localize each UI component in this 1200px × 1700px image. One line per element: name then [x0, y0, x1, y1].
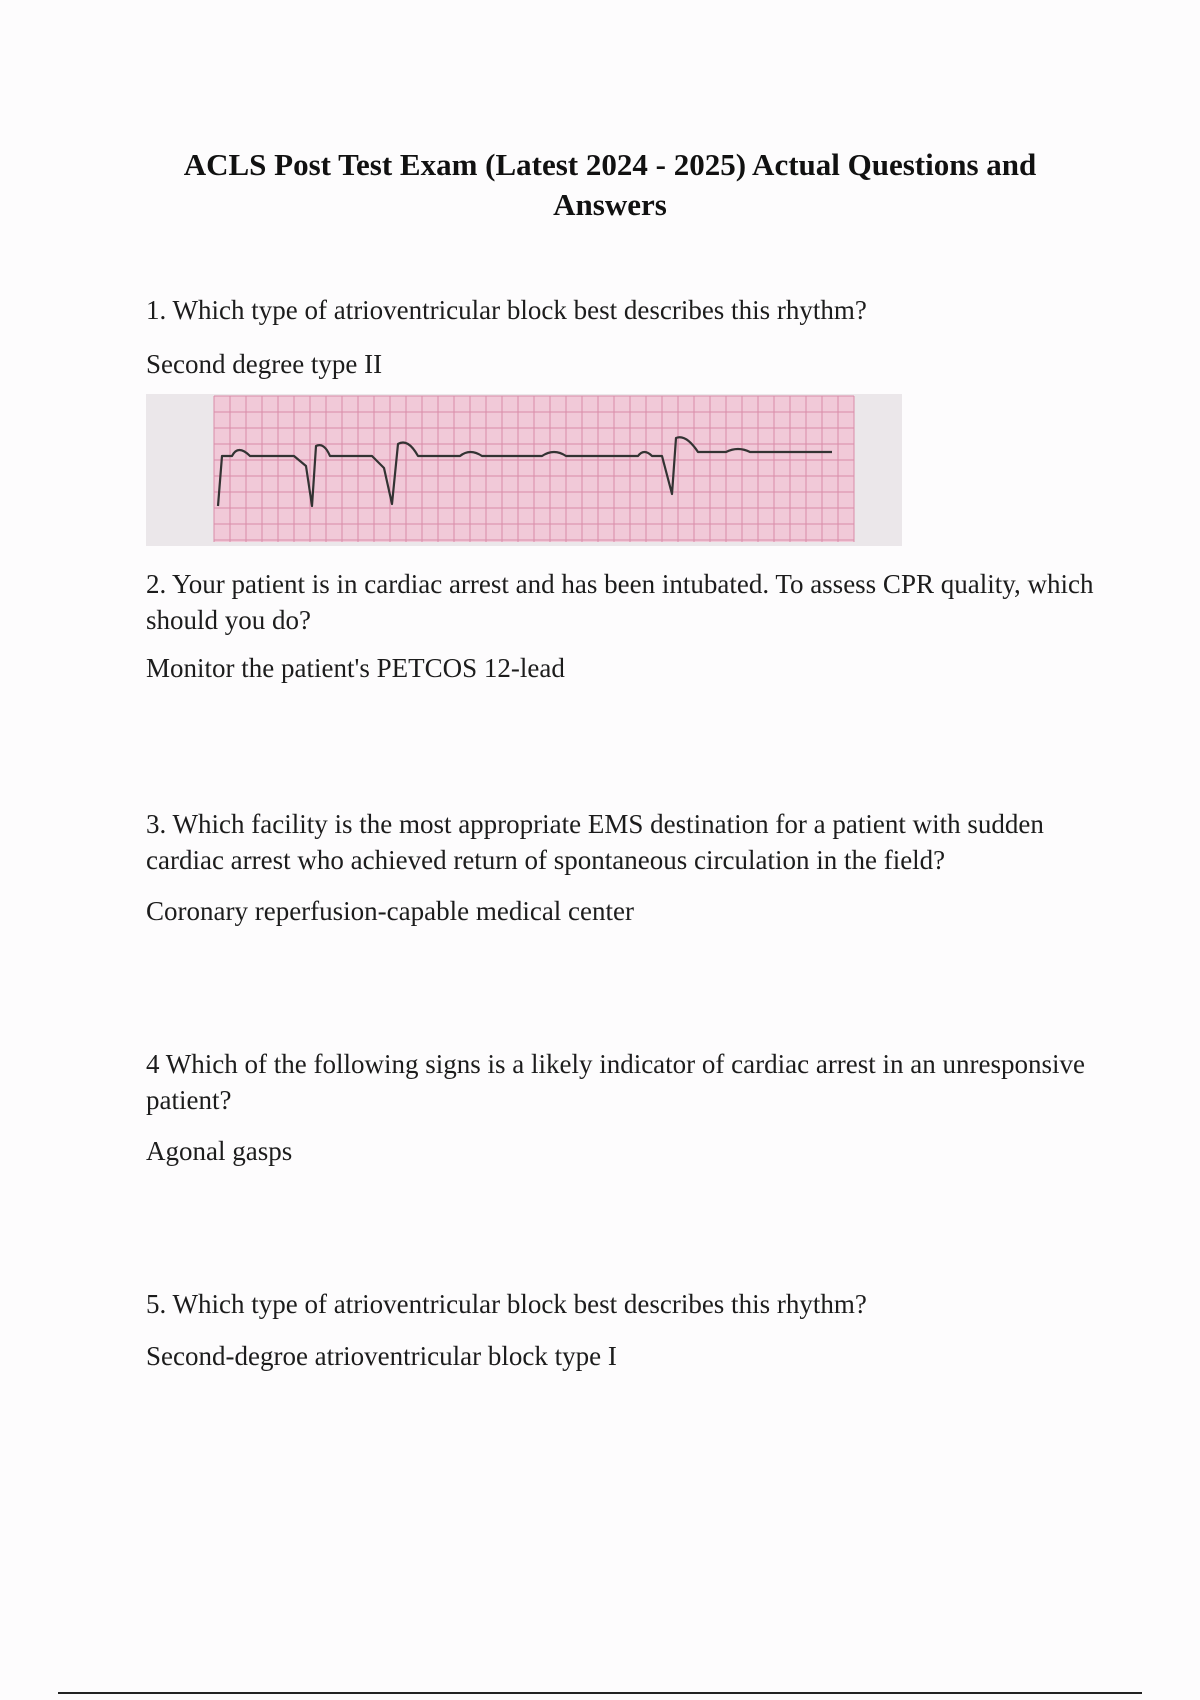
answer-1: Second degree type II	[146, 349, 383, 379]
answer-2: Monitor the patient's PETCOS 12-lead	[146, 653, 565, 683]
question-5: 5. Which type of atrioventricular block best describes this rhythm?	[146, 1289, 867, 1319]
ecg-rhythm-strip	[146, 394, 902, 546]
question-4: 4 Which of the following signs is a likely indicator of cardiac arrest in an unresponsive patient?	[146, 1049, 1086, 1115]
ecg-grid	[214, 396, 854, 542]
answer-4: Agonal gasps	[146, 1136, 293, 1166]
footer-rule	[58, 1692, 1142, 1694]
question-2: 2. Your patient is in cardiac arrest and has been intubated. To assess CPR quality, which should you do?	[146, 569, 1094, 635]
answer-5: Second-degroe atrioventricular block type I	[146, 1341, 617, 1371]
question-1: 1. Which type of atrioventricular block best describes this rhythm?	[146, 295, 867, 325]
question-3: 3. Which facility is the most appropriate EMS destination for a patient with sudden cardiac arrest who achieved return of spontaneous circulation in the field?	[146, 809, 1044, 875]
answer-3: Coronary reperfusion-capable medical center	[146, 896, 635, 926]
document-title: ACLS Post Test Exam (Latest 2024 - 2025) Actual Questions and Answers	[183, 147, 1037, 222]
